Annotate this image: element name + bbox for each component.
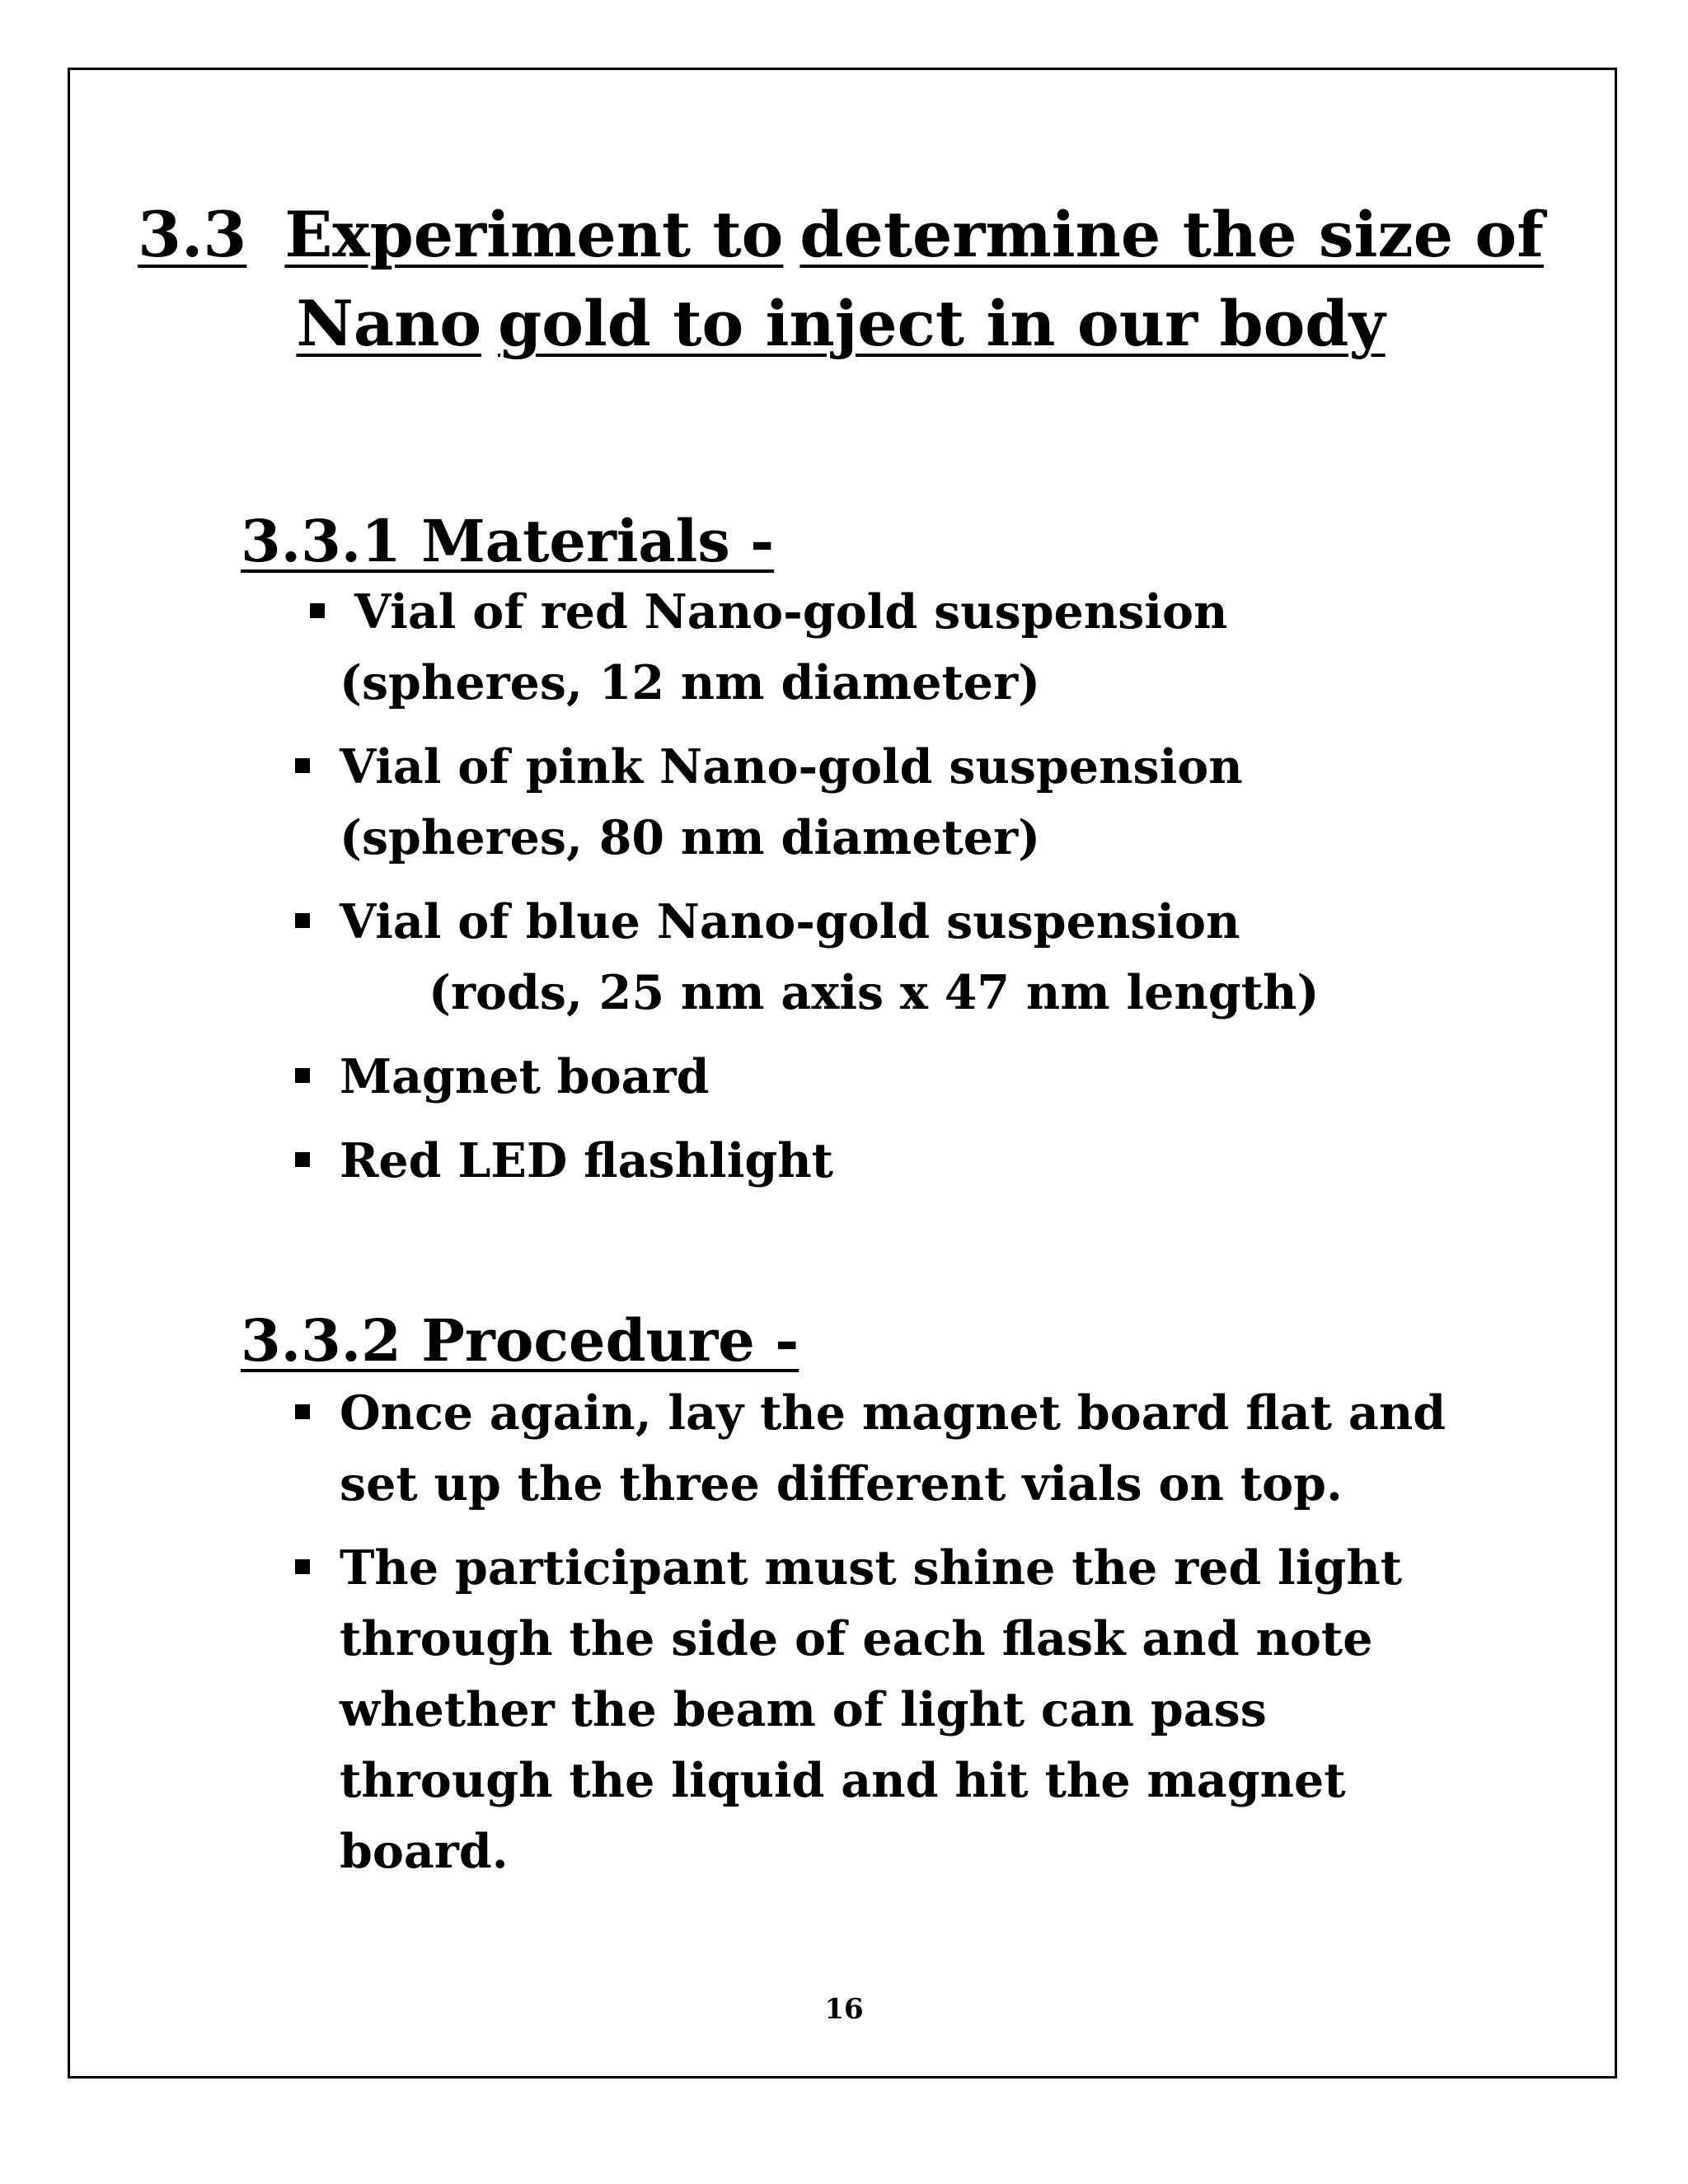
- list-item-text: (rods, 25 nm axis x 47 nm length): [429, 965, 1320, 1020]
- list-item-text: Vial of red Nano-gold suspension: [354, 584, 1228, 640]
- title-part-3: Nano: [296, 287, 482, 360]
- section-number: 3.3: [138, 198, 247, 271]
- procedure-heading: 3.3.2 Procedure -: [241, 1306, 799, 1375]
- list-item: [288, 887, 1541, 1029]
- materials-heading: 3.3.1 Materials -: [241, 507, 775, 575]
- square-bullet-icon: [310, 603, 325, 618]
- list-item-text: (spheres, 12 nm diameter): [340, 655, 1041, 710]
- list-item-text: board.: [340, 1824, 509, 1879]
- list-item-text: Magnet board: [340, 1049, 710, 1104]
- list-item-text: The participant must shine the red light: [340, 1540, 1403, 1596]
- list-item-text: (spheres, 80 nm diameter): [340, 810, 1041, 865]
- title-part-4: gold to inject in our body: [498, 287, 1386, 360]
- title-part-1: Experiment to: [284, 198, 784, 271]
- list-item-text: whether the beam of light can pass: [340, 1682, 1267, 1737]
- title-part-2: determine the size of: [799, 198, 1544, 271]
- square-bullet-icon: [295, 1404, 310, 1419]
- list-item-text: through the side of each flask and note: [340, 1611, 1373, 1666]
- square-bullet-icon: [295, 1152, 310, 1167]
- list-item: [288, 1378, 1541, 1520]
- list-item-text: through the liquid and hit the magnet: [340, 1753, 1346, 1808]
- square-bullet-icon: [295, 913, 310, 928]
- page-title-line-1: [99, 190, 1582, 280]
- materials-list: [288, 577, 1541, 1210]
- list-item: [288, 577, 1541, 719]
- list-item-text: Red LED flashlight: [340, 1133, 833, 1188]
- square-bullet-icon: [295, 758, 310, 773]
- list-item: [288, 1126, 1541, 1197]
- list-item: [288, 732, 1541, 874]
- list-item-text: Vial of blue Nano-gold suspension: [340, 894, 1240, 949]
- list-item-text: set up the three different vials on top.: [340, 1456, 1343, 1511]
- list-item: [288, 1042, 1541, 1113]
- list-item-text: Vial of pink Nano-gold suspension: [340, 739, 1243, 794]
- procedure-list: [288, 1378, 1541, 1900]
- list-item-text: Once again, lay the magnet board flat and: [340, 1385, 1447, 1441]
- square-bullet-icon: [295, 1559, 310, 1574]
- page-number: 16: [824, 1993, 864, 2026]
- square-bullet-icon: [295, 1068, 310, 1083]
- page-title-line-2: [99, 279, 1582, 369]
- list-item: [288, 1533, 1541, 1887]
